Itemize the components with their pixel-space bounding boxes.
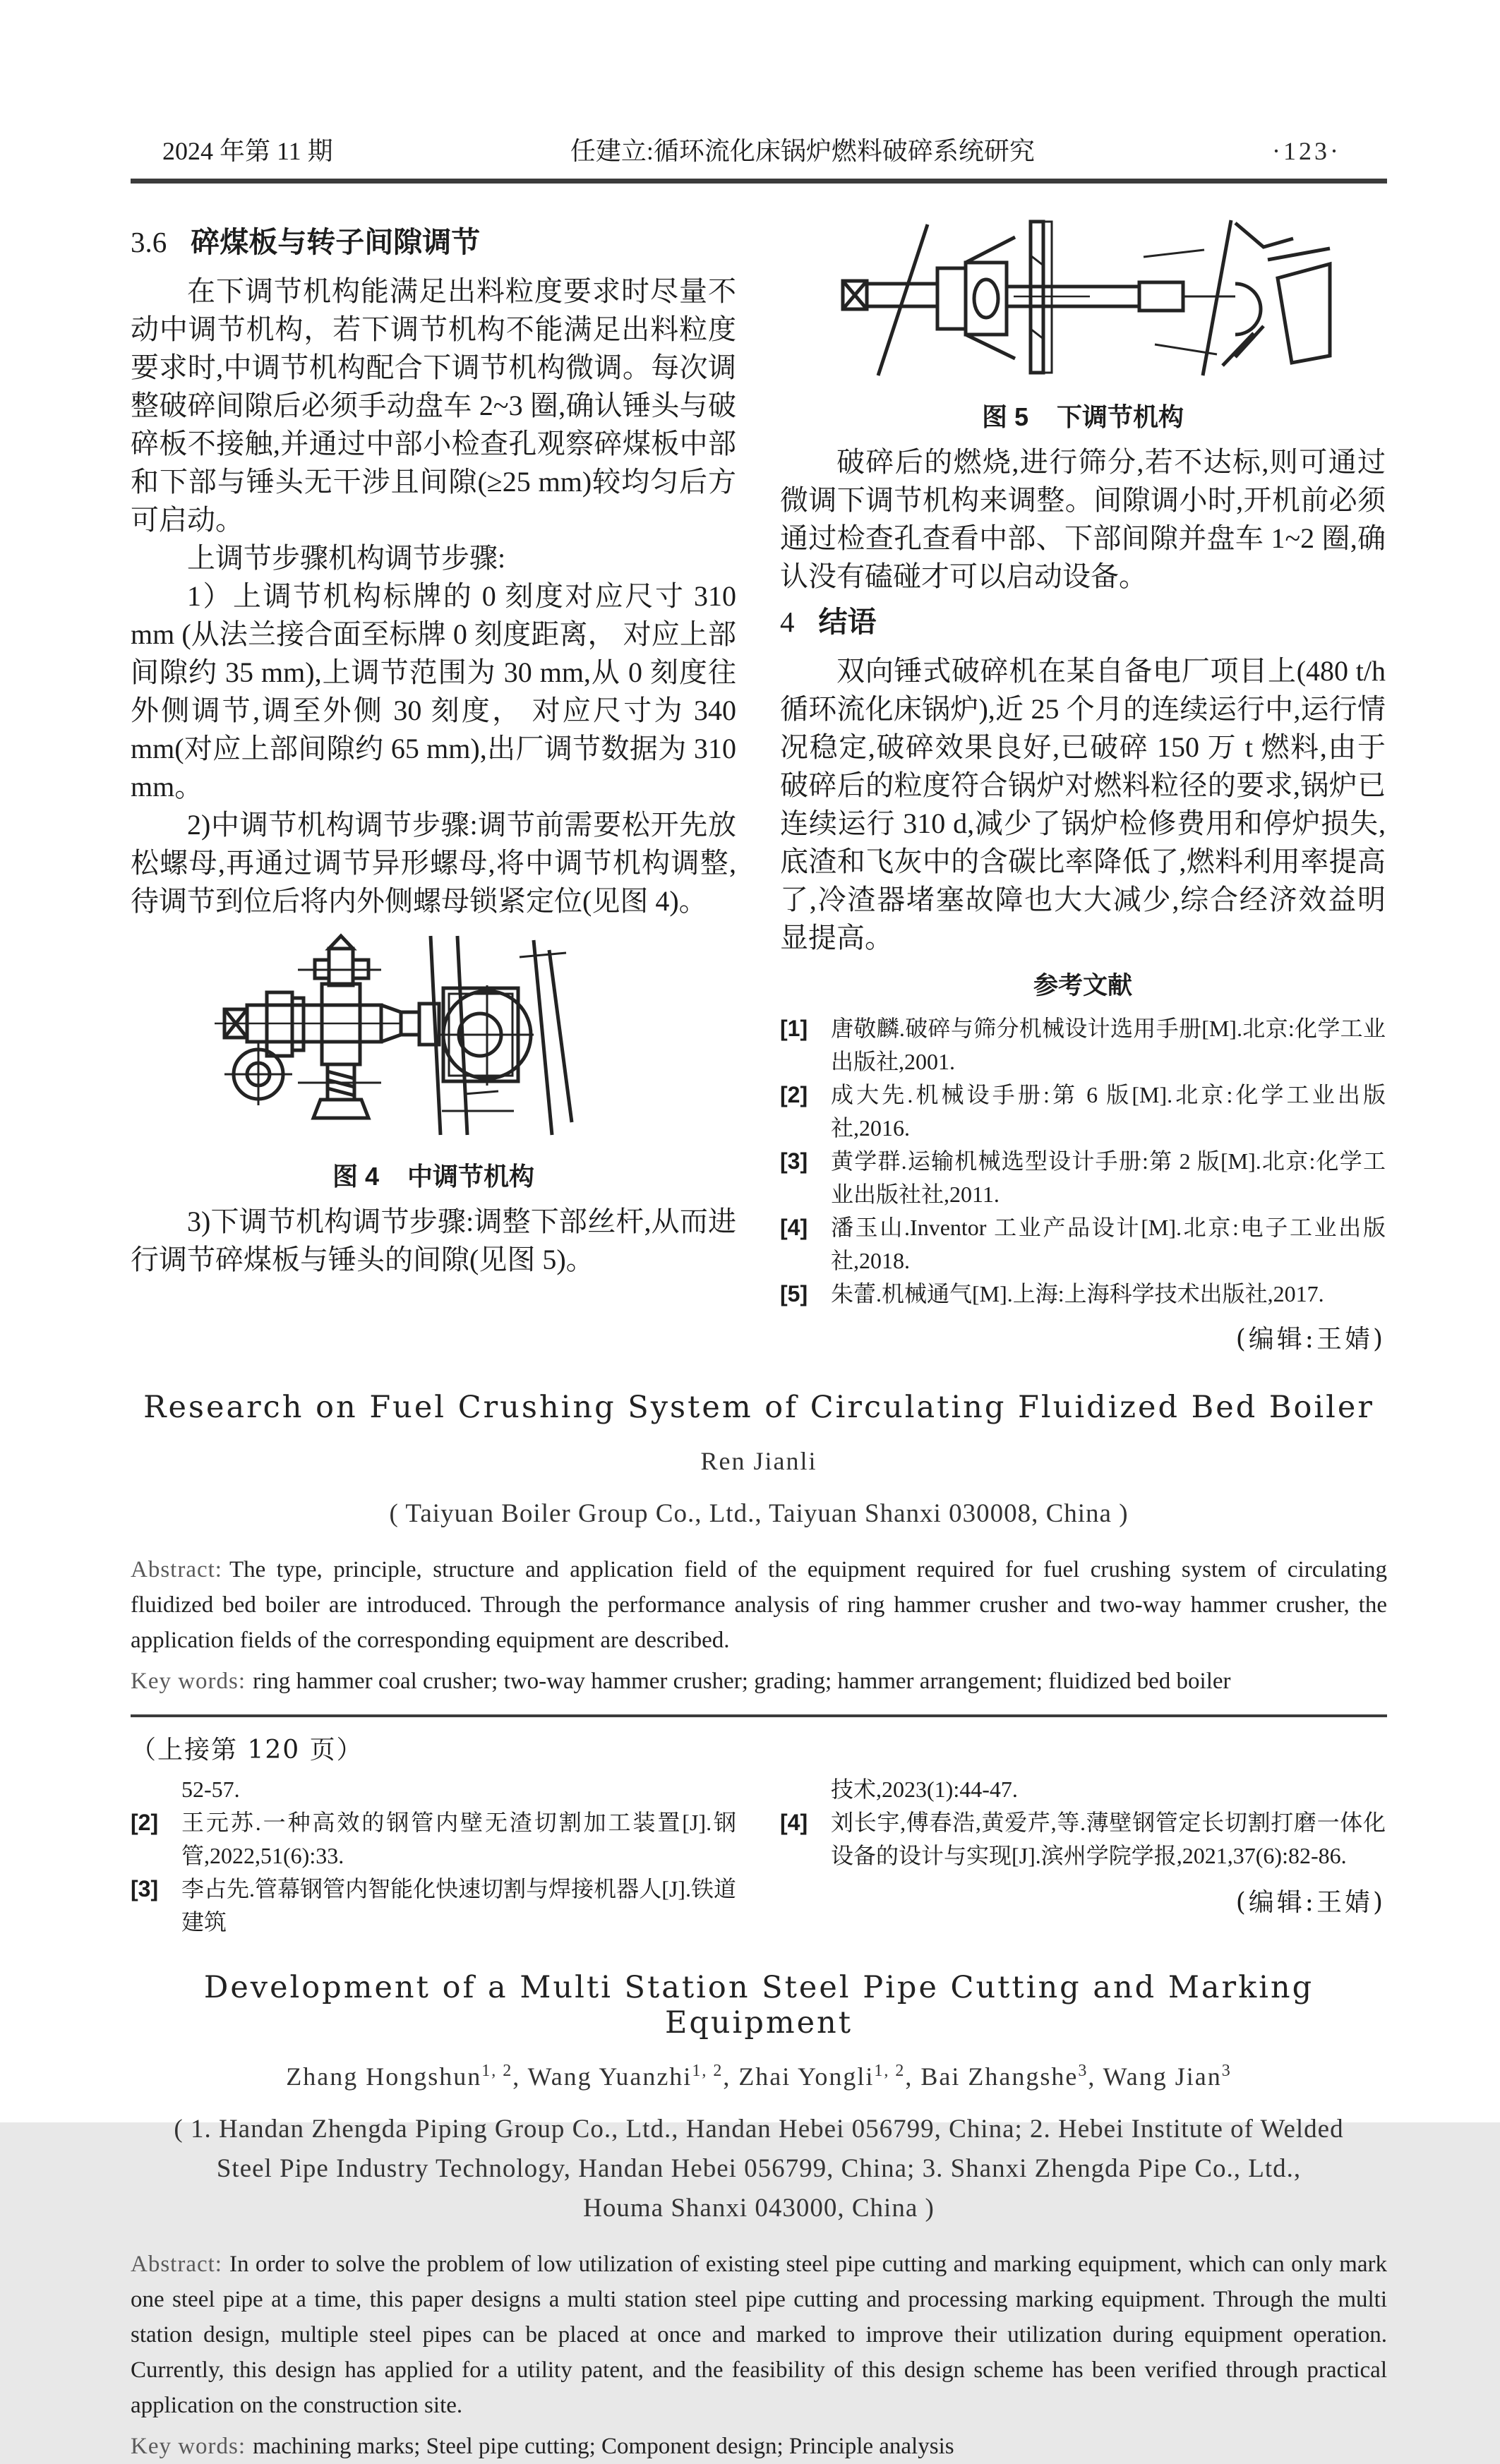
reference-text: 李占先.管幕钢管内智能化快速切割与焊接机器人[J].铁道建筑 bbox=[181, 1876, 736, 1935]
step-3-paragraph: 3)下调节机构调节步骤:调整下部丝杆,从而进行调节碎煤板与锤头的间隙(见图 5)。 bbox=[131, 1206, 736, 1275]
section-divider-rule bbox=[131, 1714, 1387, 1717]
section-heading-4 bbox=[780, 604, 1386, 639]
author-superscript: 1, 2 bbox=[874, 2062, 906, 2080]
reference-number: [2] bbox=[780, 1082, 808, 1107]
reference-number: [5] bbox=[780, 1281, 808, 1306]
keywords-label: Key words: bbox=[131, 1669, 246, 1694]
running-title: 任建立:循环流化床锅炉燃料破碎系统研究 bbox=[570, 137, 1035, 165]
english-author-1: Ren Jianli bbox=[700, 1447, 817, 1475]
section-heading-3-6 bbox=[131, 224, 736, 260]
author: Zhang Hongshun$^{1, 2}$, bbox=[286, 2062, 528, 2091]
keywords-label: Key words: bbox=[131, 2434, 246, 2459]
editor-credit: (编辑:王婧) bbox=[1235, 1888, 1386, 1917]
english-abstract-2 bbox=[131, 1970, 1387, 2464]
author-superscript: 1, 2 bbox=[692, 2062, 724, 2080]
continued-right-column bbox=[780, 1773, 1386, 1939]
reference-text: 王元苏.一种高效的钢管内壁无渣切割加工装置[J].钢管,2022,51(6):33. bbox=[181, 1810, 736, 1868]
reference-text: 唐敬麟.破碎与筛分机械设计选用手册[M].北京:化学工业出版社,2001. bbox=[831, 1016, 1386, 1074]
reference-number: [3] bbox=[131, 1876, 159, 1901]
author-superscript: 3 bbox=[1221, 2062, 1232, 2080]
figure5-drawing bbox=[836, 216, 1330, 378]
figure5-title: 下调节机构 bbox=[1057, 402, 1184, 431]
reference-number: [2] bbox=[131, 1810, 159, 1835]
figure5-caption bbox=[780, 398, 1386, 436]
reference-text: 朱蕾.机械通气[M].上海:上海科学技术出版社,2017. bbox=[831, 1281, 1324, 1306]
continued-note: （上接第 120 页） bbox=[131, 1736, 364, 1765]
reference-item bbox=[780, 1145, 1386, 1211]
section-number: 3.6 bbox=[131, 226, 167, 258]
author-superscript: 3 bbox=[1078, 2062, 1088, 2080]
figure5-label: 图 5 bbox=[981, 402, 1028, 431]
right-column bbox=[780, 216, 1386, 1359]
author: Wang Yuanzhi$^{1, 2}$, bbox=[527, 2062, 739, 2091]
figure4-caption bbox=[131, 1158, 736, 1196]
english-title-2: Development of a Multi Station Steel Pipe Cutting and Marking Equipment bbox=[203, 1970, 1314, 2041]
english-keywords-2 bbox=[131, 2429, 1387, 2464]
abstract-label: Abstract: bbox=[131, 2252, 222, 2277]
figure4-label: 图 4 bbox=[332, 1162, 379, 1191]
page-number: ·123· bbox=[1272, 137, 1341, 165]
step-2-paragraph: 2)中调节机构调节步骤:调节前需要松开先放松螺母,再通过调节异形螺母,将中调节机构调整,待调节到位后将内外侧螺母锁紧定位(见图 4)。 bbox=[131, 809, 736, 917]
reference-item bbox=[780, 1012, 1386, 1078]
english-abstract-text-2 bbox=[131, 2247, 1387, 2423]
reference-text: 刘长宇,傅春浩,黄爱芹,等.薄壁钢管定长切割打磨一体化设备的设计与实现[J].滨州学院学报,2021,37(6):82-86. bbox=[831, 1810, 1386, 1868]
reference-item bbox=[780, 1078, 1386, 1145]
reference-number: [4] bbox=[780, 1810, 808, 1835]
reference-number: [1] bbox=[780, 1016, 808, 1041]
abstract-body: In order to solve the problem of low utilization of existing steel pipe cutting and marking equipment, which can only mark one steel pipe at a time, this paper designs a multi station steel pipe cutting and processing marking equipment. Through the multi station design, multiple steel pipes can be placed at once and marked to improve their utilization during equipment operation. Currently, this design has applied for a utility patent, and the feasibility of this design scheme has been verified through practical application on the construction site. bbox=[131, 2252, 1387, 2418]
keywords-body: ring hammer coal crusher; two-way hammer crusher; grading; hammer arrangement; fluidized bed boiler bbox=[253, 1669, 1231, 1694]
reference-text: 成大先.机械设手册:第 6 版[M].北京:化学工业出版社,2016. bbox=[831, 1082, 1386, 1141]
header-rule bbox=[131, 179, 1387, 184]
continued-left-column bbox=[131, 1773, 736, 1939]
left-column bbox=[131, 216, 736, 1359]
reference-item bbox=[131, 1806, 736, 1873]
reference-number: [4] bbox=[780, 1215, 808, 1240]
issue-label: 2024 年第 11 期 bbox=[162, 137, 333, 165]
reference-item bbox=[780, 1211, 1386, 1278]
author-superscript: 1, 2 bbox=[481, 2062, 513, 2080]
author: Zhai Yongli$^{1, 2}$, bbox=[738, 2062, 921, 2091]
abstract-label: Abstract: bbox=[131, 1557, 222, 1582]
carryover-text: 52-57. bbox=[181, 1777, 240, 1802]
keywords-body: machining marks; Steel pipe cutting; Component design; Principle analysis bbox=[253, 2434, 954, 2459]
section-title: 结语 bbox=[818, 606, 877, 638]
conclusion-paragraph: 双向锤式破碎机在某自备电厂项目上(480 t/h 循环流化床锅炉),近 25 个月的连续运行中,运行情况稳定,破碎效果良好,已破碎 150 万 t 燃料,由于破碎后的粒度符合锅炉对燃料粒径的要求,锅炉已连续运行 310 d,减少了锅炉检修费用和停炉损失,底渣和飞灰中的含碳比率降低了,燃料利用率提高了,冷渣器堵塞故障也大大减少,综合经济效益明显提高。 bbox=[780, 655, 1386, 954]
figure4-title: 中调节机构 bbox=[407, 1162, 535, 1191]
step-1-paragraph: 1）上调节机构标牌的 0 刻度对应尺寸 310 mm (从法兰接合面至标牌 0 刻度距离， 对应上部间隙约 35 mm),上调节范围为 30 mm,从 0 刻度往外侧调节,调至外侧 30 刻度， 对应尺寸为 340 mm(对应上部间隙约 65 mm),出厂调节数据为 310 mm。 bbox=[131, 580, 736, 803]
reference-item bbox=[780, 1806, 1386, 1873]
figure4-drawing bbox=[215, 933, 652, 1138]
main-columns bbox=[131, 216, 1387, 1359]
editor-credit: (编辑:王婧) bbox=[1235, 1325, 1386, 1354]
author: Bai Zhangshe$^3$, bbox=[920, 2062, 1103, 2091]
figure-5 bbox=[780, 216, 1386, 436]
english-keywords-1 bbox=[131, 1664, 1387, 1699]
references-heading: 参考文献 bbox=[1033, 972, 1132, 999]
english-abstract-1 bbox=[131, 1390, 1387, 1699]
abstract-body: The type, principle, structure and application field of the equipment required for fuel crushing system of circulating fluidized bed boiler are introduced. Through the performance analysis of ring hammer crusher and two-way hammer crusher, the application fields of the corresponding equipment are described. bbox=[131, 1557, 1387, 1653]
author: Wang Jian$^3$ bbox=[1103, 2062, 1232, 2091]
carryover-text: 技术,2023(1):44-47. bbox=[831, 1777, 1018, 1802]
reference-text: 黄学群.运输机械选型设计手册:第 2 版[M].北京:化学工业出版社社,2011. bbox=[831, 1148, 1386, 1207]
continued-references-right bbox=[780, 1806, 1386, 1873]
reference-number: [3] bbox=[780, 1148, 808, 1174]
continued-references-left bbox=[131, 1806, 736, 1939]
paragraph: 破碎后的燃烧,进行筛分,若不达标,则可通过微调下调节机构来调整。间隙调小时,开机前必须通过检查孔查看中部、下部间隙并盘车 1~2 圈,确认没有磕碰才可以启动设备。 bbox=[780, 446, 1386, 592]
english-affiliation-2: ( 1. Handan Zhengda Piping Group Co., Ltd., Handan Hebei 056799, China; 2. Hebei Institute of Welded Steel Pipe Industry Technology, Handan Hebei 056799, China; 3. Shanxi Zhengda Pipe Co., Ltd., Houma Shanxi 043000, China ) bbox=[174, 2115, 1344, 2223]
reference-item bbox=[131, 1873, 736, 1939]
references-list bbox=[780, 1012, 1386, 1311]
reference-item bbox=[780, 1278, 1386, 1311]
english-authors-2 bbox=[131, 2062, 1387, 2091]
english-affiliation-1: ( Taiyuan Boiler Group Co., Ltd., Taiyuan Shanxi 030008, China ) bbox=[389, 1499, 1129, 1528]
figure-4 bbox=[131, 933, 736, 1196]
reference-text: 潘玉山.Inventor 工业产品设计[M].北京:电子工业出版社,2018. bbox=[831, 1215, 1386, 1273]
english-title-1: Research on Fuel Crushing System of Circulating Fluidized Bed Boiler bbox=[143, 1390, 1374, 1425]
english-abstract-text-1 bbox=[131, 1552, 1387, 1658]
section-number: 4 bbox=[780, 606, 795, 638]
paragraph: 在下调节机构能满足出料粒度要求时尽量不动中调节机构，若下调节机构不能满足出料粒度要求时,中调节机构配合下调节机构微调。每次调整破碎间隙后必须手动盘车 2~3 圈,确认锤头与破碎板不接触,并通过中部小检查孔观察碎煤板中部和下部与锤头无干涉且间隙(≥25 mm)较均匀后方可启动。 bbox=[131, 275, 736, 536]
continued-columns bbox=[131, 1773, 1387, 1939]
section-title: 碎煤板与转子间隙调节 bbox=[191, 226, 481, 258]
paragraph: 上调节步骤机构调节步骤: bbox=[187, 542, 506, 574]
page-header bbox=[0, 0, 1500, 167]
